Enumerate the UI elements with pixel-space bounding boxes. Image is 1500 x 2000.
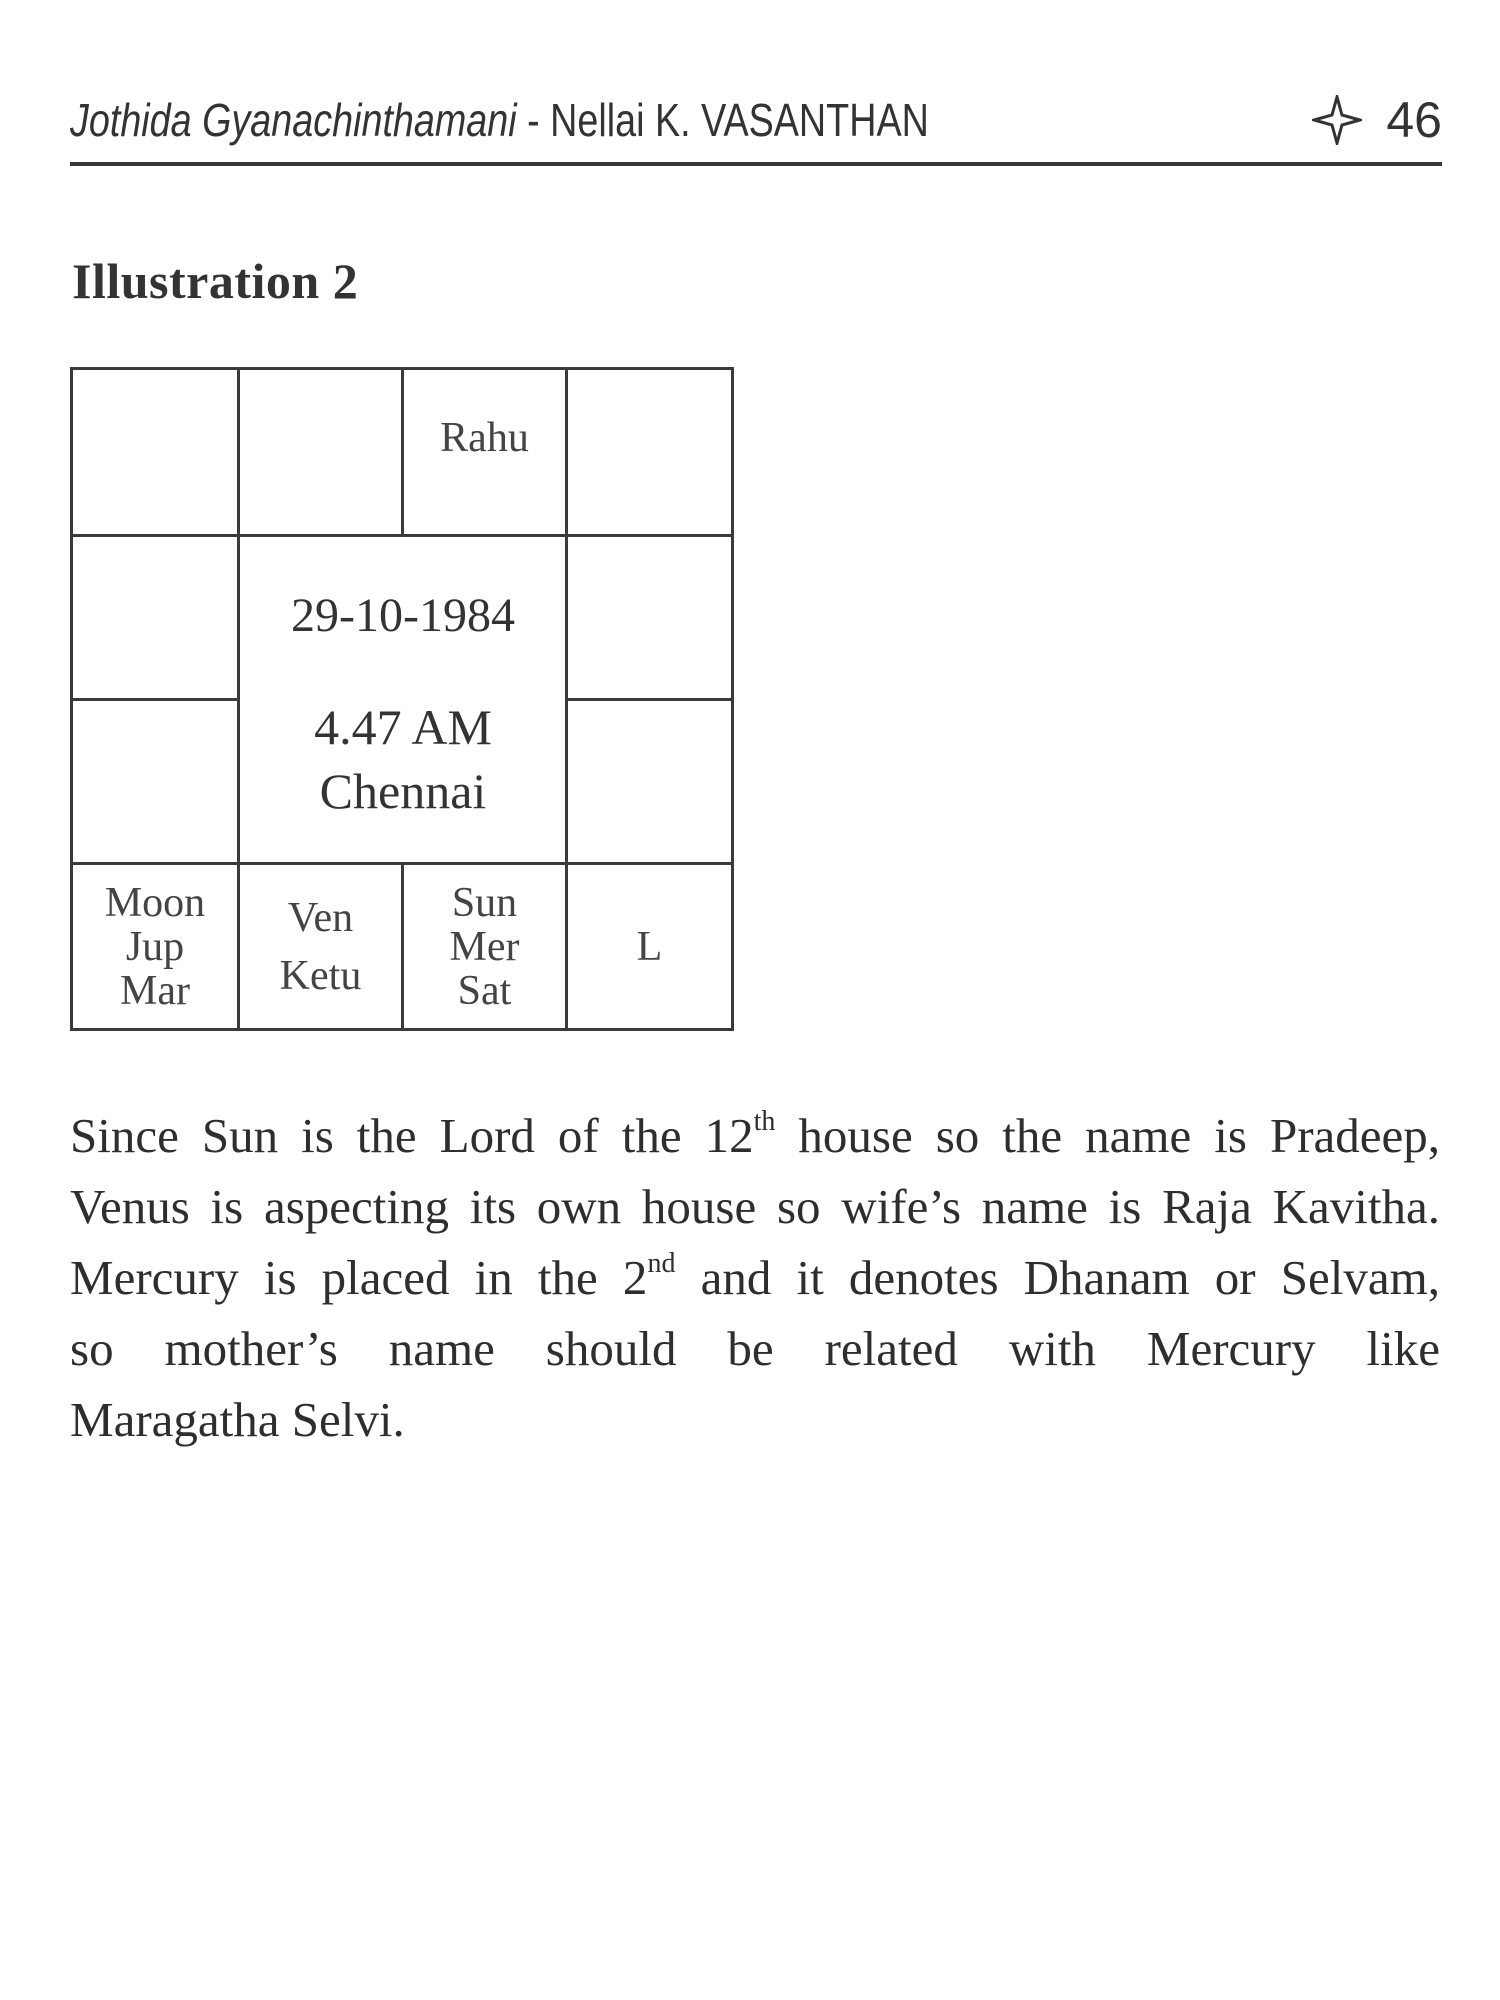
text-run: house so the name is Pradeep, <box>775 1108 1441 1163</box>
paragraph-line-2: Venus is aspecting its own house so wife’s name is Raja Kavitha. <box>70 1179 1440 1234</box>
illustration-heading: Illustration 2 <box>72 253 359 309</box>
house-cell-r4c3 <box>404 865 565 1028</box>
house-cell-r1c4 <box>568 370 731 534</box>
page-number: 46 <box>1386 92 1442 148</box>
text-run: Since Sun is the Lord of the 12 <box>70 1108 754 1163</box>
planet-saturn: Sat <box>457 967 512 1014</box>
planet-venus: Ven <box>287 894 354 941</box>
horoscope-chart <box>70 367 734 1031</box>
author-name: - Nellai K. VASANTHAN <box>516 94 929 146</box>
paragraph-line-1 <box>70 1100 1440 1171</box>
house-cell-r3c1 <box>73 701 237 862</box>
planet-rahu: Rahu <box>440 415 529 461</box>
text-run: Mercury is placed in the 2 <box>70 1250 648 1305</box>
paragraph-line-3 <box>70 1242 1440 1313</box>
planet-jupiter: Jup <box>125 923 185 970</box>
planet-moon: Moon <box>104 879 206 926</box>
birth-time: 4.47 AM <box>314 699 492 755</box>
birth-place: Chennai <box>319 763 487 819</box>
birth-date: 29-10-1984 <box>291 589 515 642</box>
ordinal-suffix: th <box>753 1106 776 1137</box>
chart-center <box>239 536 567 864</box>
planet-mercury: Mer <box>449 923 520 970</box>
lagna-marker: L <box>636 923 663 970</box>
text-run: and it denotes Dhanam or Selvam, <box>675 1250 1440 1305</box>
house-cell-r1c1 <box>73 370 237 534</box>
house-cell-r1c3 <box>404 370 565 534</box>
page-header <box>70 92 1442 166</box>
ordinal-suffix: nd <box>647 1248 676 1279</box>
planet-mars: Mar <box>120 967 190 1014</box>
explanation-paragraph <box>70 1100 1440 1455</box>
book-title: Jothida Gyanachinthamani <box>70 94 517 146</box>
paragraph-line-4: so mother’s name should be related with Mercury like <box>70 1321 1440 1376</box>
running-title <box>70 92 929 148</box>
house-cell-r4c2 <box>240 865 401 1028</box>
four-point-star-icon <box>1312 95 1362 145</box>
planet-ketu: Ketu <box>279 952 362 999</box>
paragraph-line-5: Maragatha Selvi. <box>70 1392 405 1447</box>
house-cell-r1c2 <box>240 370 401 534</box>
house-cell-r2c1 <box>73 537 237 698</box>
planet-sun: Sun <box>451 879 518 926</box>
house-cell-r4c1 <box>73 865 237 1028</box>
house-cell-r4c4 <box>568 865 731 1028</box>
house-cell-r2c4 <box>568 537 731 698</box>
header-right <box>1312 92 1442 148</box>
house-cell-r3c4 <box>568 701 731 862</box>
